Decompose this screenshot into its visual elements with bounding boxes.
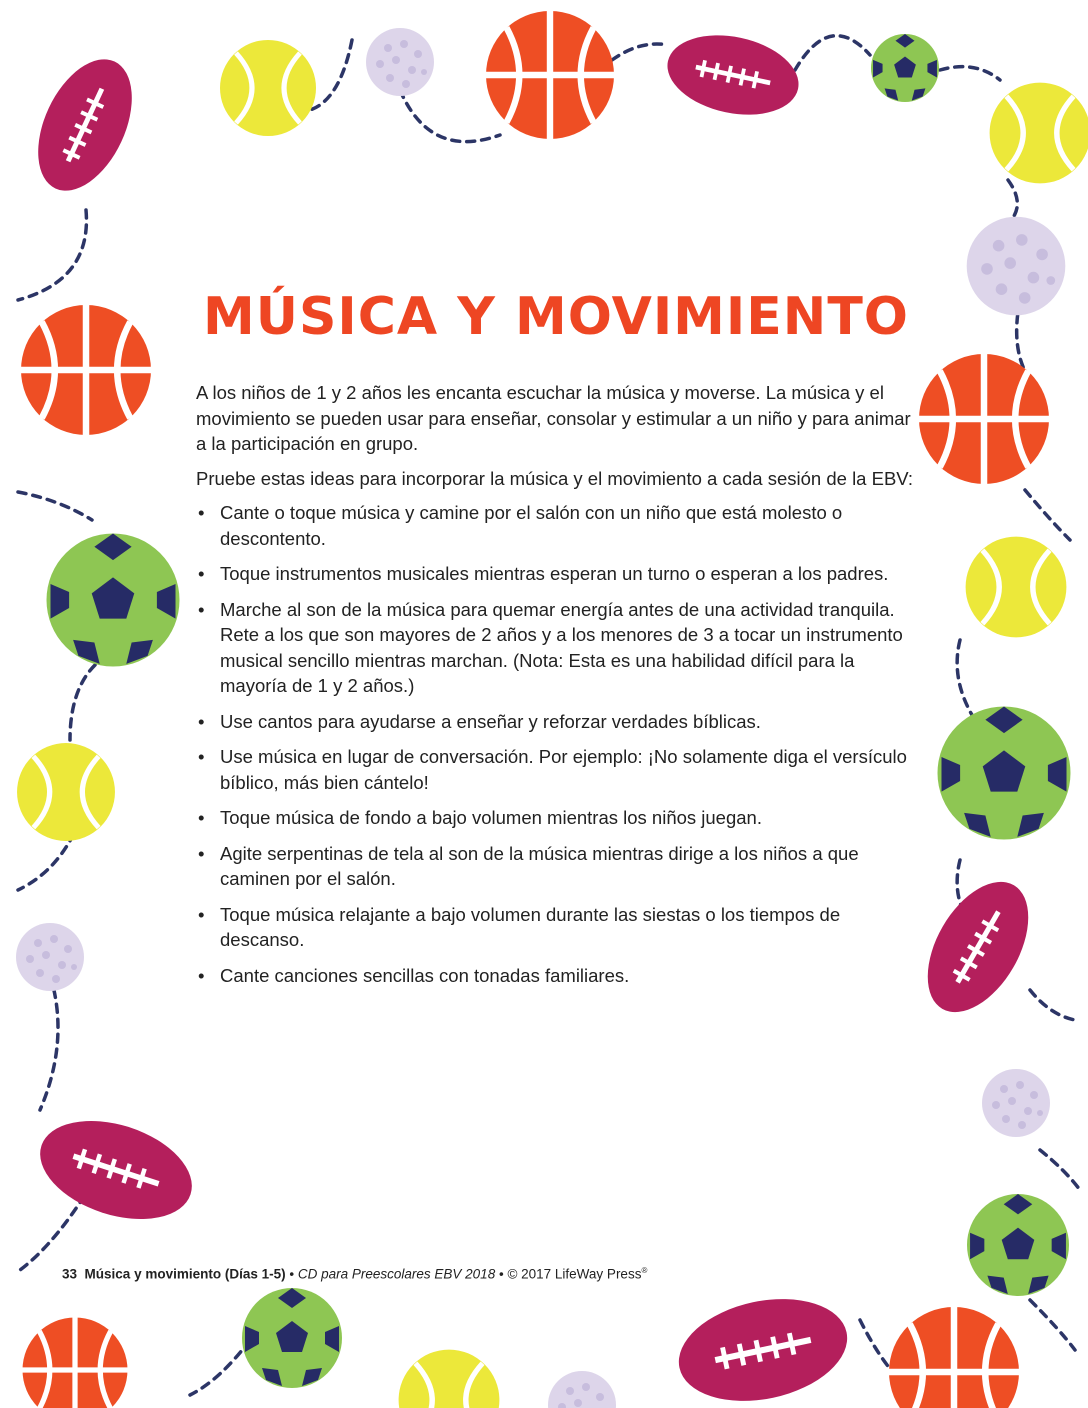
prompt-paragraph: Pruebe estas ideas para incorporar la música y el movimiento a cada sesión de la EBV: (196, 467, 914, 489)
article-body (196, 380, 921, 998)
list-item: • Toque música relajante a bajo volumen durante las siestas o los tiempos de descanso. (196, 902, 921, 953)
list-item: • Use cantos para ayudarse a enseñar y reforzar verdades bíblicas. (196, 709, 921, 735)
list-item: • Toque música de fondo a bajo volumen mientras los niños juegan. (196, 805, 921, 831)
page-title: MÚSICA Y MOVIMIENTO (203, 287, 909, 347)
intro-paragraph: A los niños de 1 y 2 años les encanta escuchar la música y moverse. La música y el movimiento se pueden usar para enseñar, consolar y estimular a un niño y para animar a la participación en grupo. (196, 382, 911, 454)
footer-product: CD para Preescolares EBV 2018 (297, 1266, 496, 1282)
page-footer (62, 1266, 647, 1282)
list-item: • Use música en lugar de conversación. Por ejemplo: ¡No solamente diga el versículo bíblico, más bien cántelo! (196, 744, 921, 795)
ideas-list (196, 500, 921, 988)
list-item: • Toque instrumentos musicales mientras esperan un turno o esperan a los padres. (196, 561, 921, 587)
footer-section: Música y movimiento (Días 1-5) (84, 1266, 286, 1282)
list-item: • Cante canciones sencillas con tonadas familiares. (196, 963, 921, 989)
registered-mark: ® (641, 1266, 648, 1275)
footer-separator: • (285, 1266, 298, 1282)
footer-copyright: © 2017 LifeWay Press (507, 1266, 642, 1282)
page-number: 33 (62, 1266, 78, 1282)
list-item: • Agite serpentinas de tela al son de la música mientras dirige a los niños a que caminen por el salón. (196, 841, 921, 892)
list-item: • Marche al son de la música para quemar energía antes de una actividad tranquila. Rete a los que son mayores de 2 años y a los menores de 3 a tocar un instrumento musical sencillo mientras marchan. (Nota: Esta es una habilidad difícil para la mayoría de 1 y 2 años.) (196, 597, 921, 699)
list-item: • Cante o toque música y camine por el salón con un niño que está molesto o descontento. (196, 500, 921, 551)
footer-separator: • (495, 1266, 508, 1282)
